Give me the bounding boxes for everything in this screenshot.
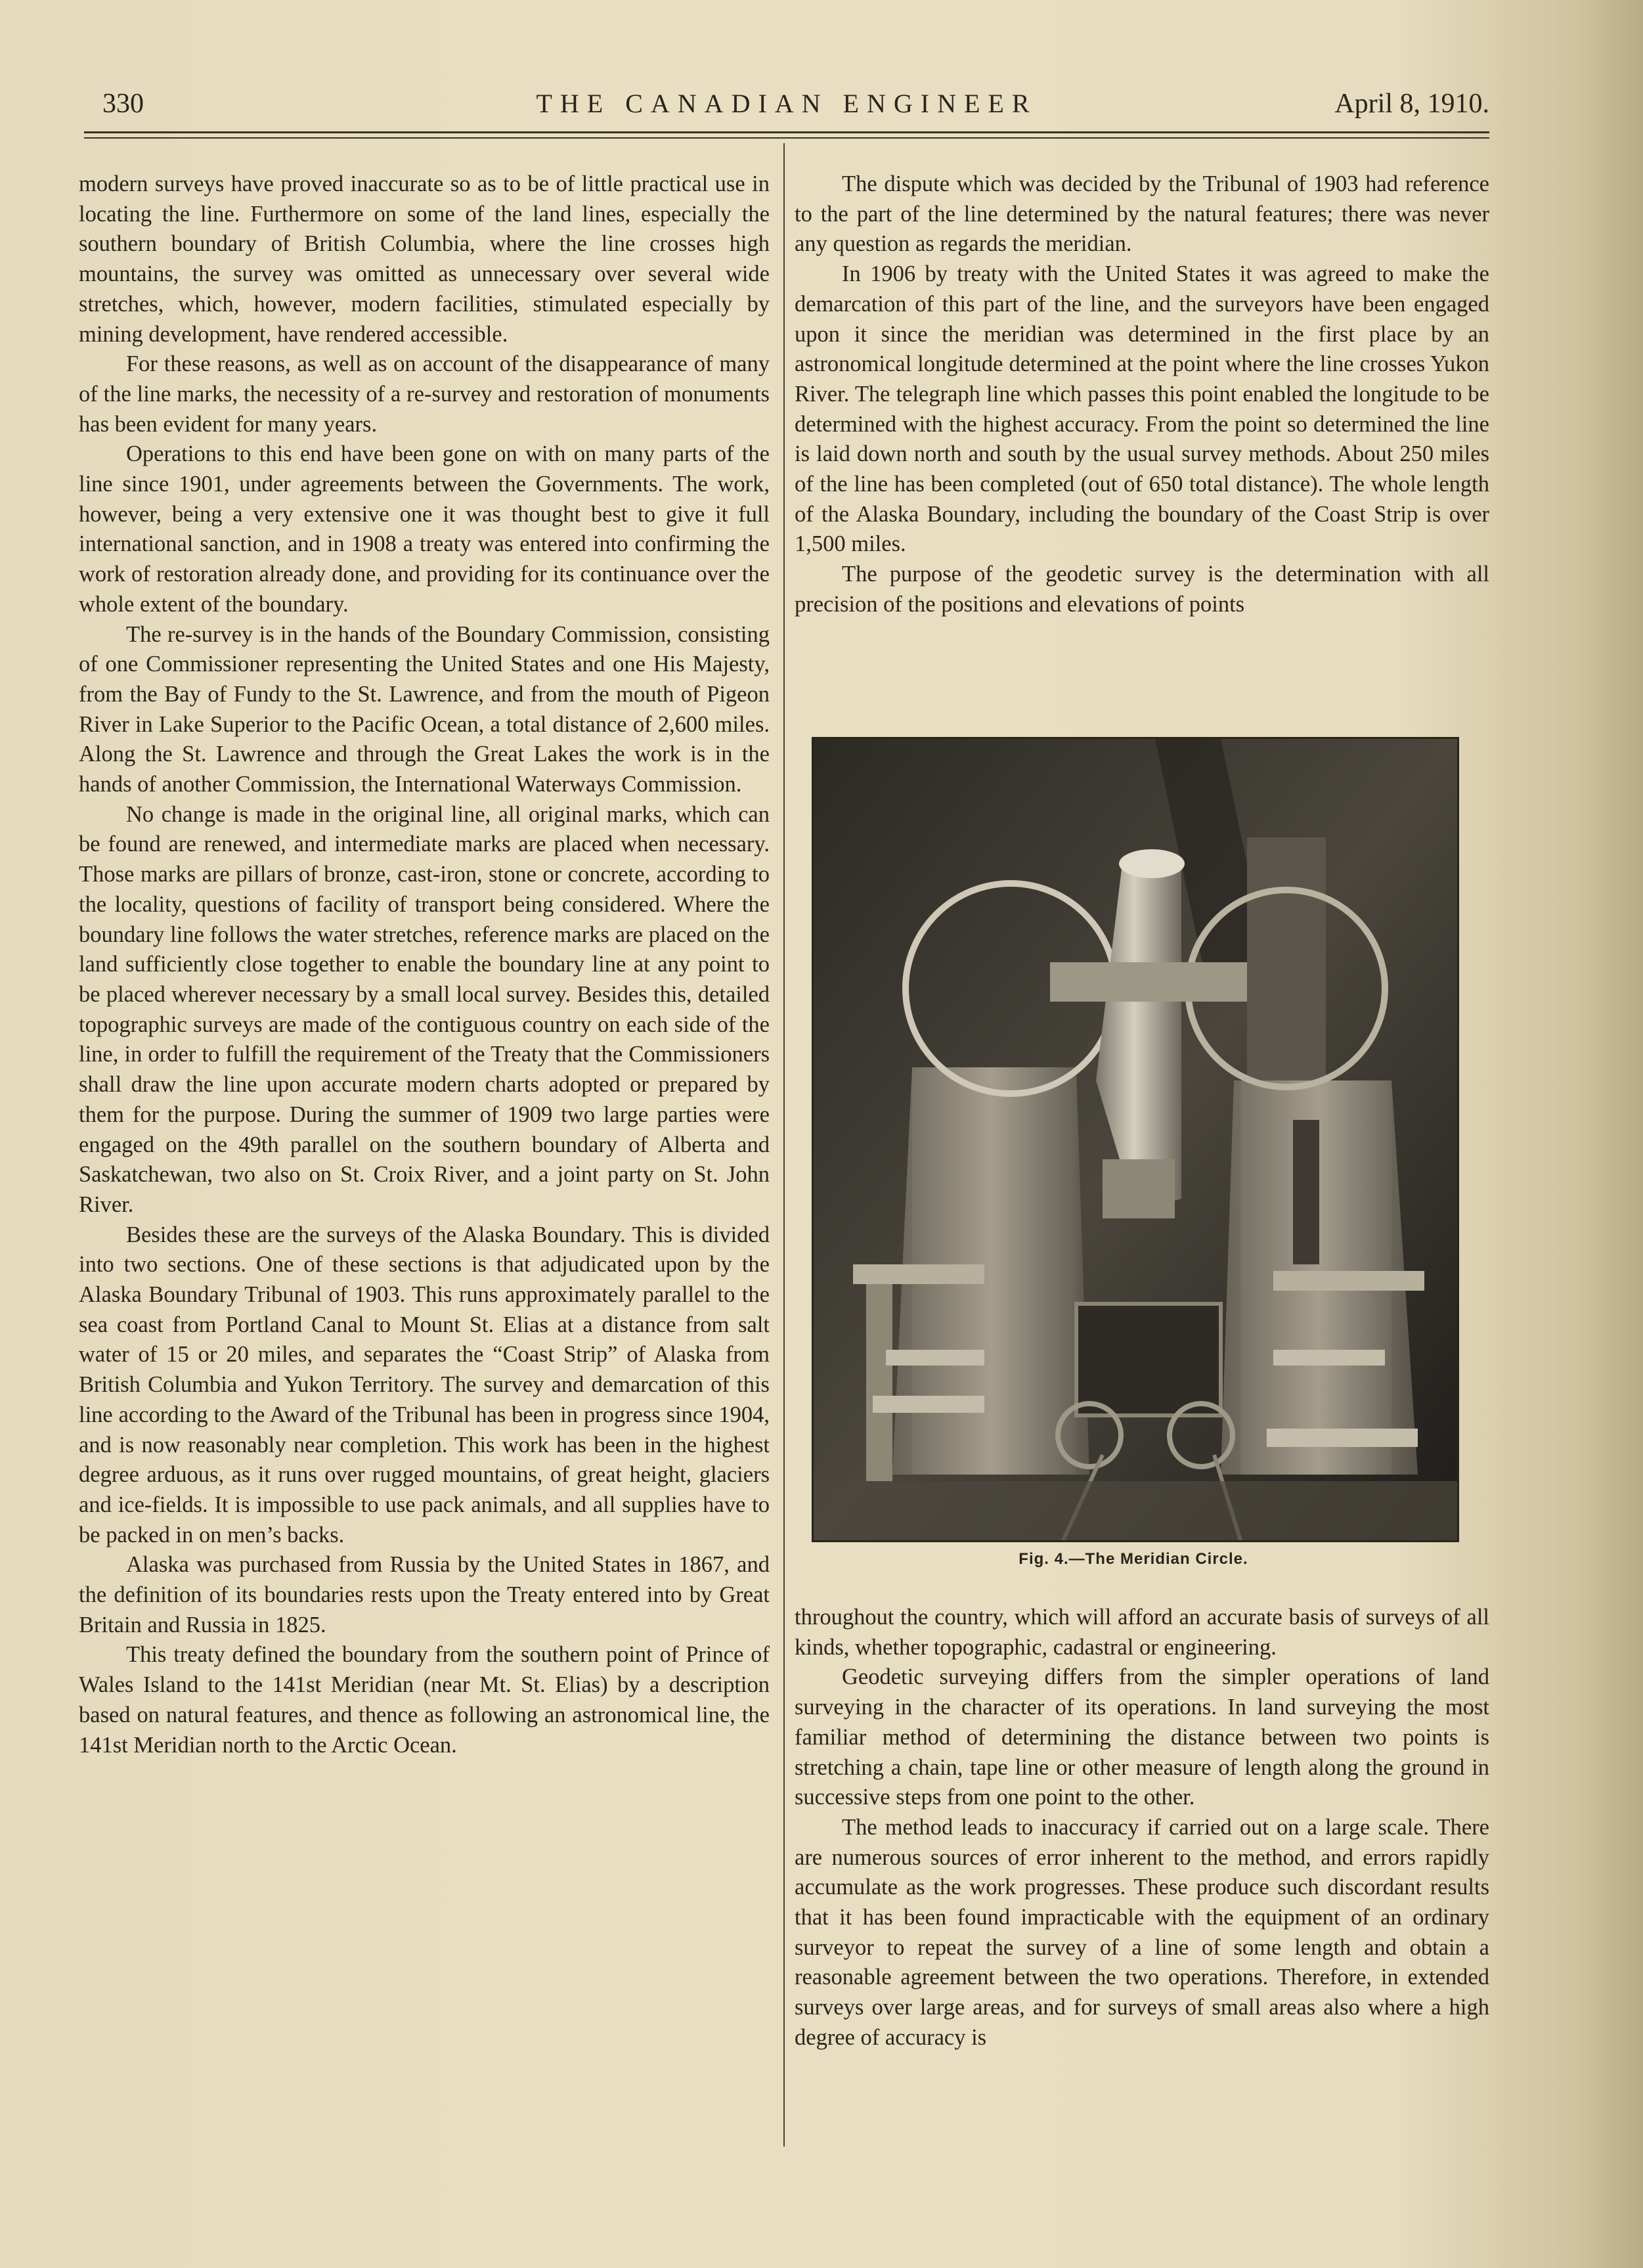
page-number: 330: [102, 89, 144, 119]
paragraph: Geodetic surveying differs from the simpler operations of land surveying in the character of its operations. In land surveying the most familiar method of determining the distance between two points is stretching a chain, tape line or other measure of length along the ground in successive steps from one point to the other.: [795, 1664, 1489, 1810]
header-rule-thin: [84, 137, 1489, 139]
paragraph: modern surveys have proved inaccurate so as to be of little practical use in locating the line. Furthermore on some of the land lines, especially the southern boundary of British Columbia, where the line crosses high mountains, the survey was omitted as unnecessary over several wide stretches, which, however, modern facilities, stimulated especially by mining development, have rendered accessible.: [79, 171, 770, 347]
paragraph: Alaska was purchased from Russia by the United States in 1867, and the definition of its boundaries rests upon the Treaty entered into by Great Britain and Russia in 1825.: [79, 1552, 770, 1637]
paragraph: The re-survey is in the hands of the Boundary Commission, consisting of one Commissioner representing the United States and one His Majesty, from the Bay of Fundy to the St. Lawrence, and from the mouth of Pigeon River in Lake Superior to the Pacific Ocean, a total distance of 2,600 miles. Along the St. Lawrence and through the Great Lakes the work is in the hands of another Commission, the International Waterways Commission.: [79, 621, 770, 797]
paragraph: Operations to this end have been gone on with on many parts of the line since 1901, under agreements between the Governments. The work, however, being a very extensive one it was thought best to give it full international sanction, and in 1908 a treaty was entered into confirming the work of restoration already done, and providing for its continuance over the whole extent of the boundary.: [79, 441, 770, 617]
paragraph: The method leads to inaccuracy if carried out on a large scale. There are numerous sources of error inherent to the method, and errors rapidly accumulate as the work progresses. These produce such discordant results that it has been found impracticable with the equipment of an ordinary surveyor to repeat the survey of a line of some length and obtain a reasonable agreement between the two operations. Therefore, in extended surveys over large areas, and for surveys of small areas also where a high degree of accuracy is: [795, 1814, 1489, 2050]
paragraph: In 1906 by treaty with the United States it was agreed to make the demarcation of this part of the line, and the surveyors have been engaged upon it since the meridian was determined in the first place by an astronomical longitude determined at the point where the line crosses Yukon River. The telegraph line which passes this point enabled the longitude to be determined with the highest accuracy. From the point so determined the line is laid down north and south by the usual survey methods. About 250 miles of the line has been completed (out of 650 total distance). The whole length of the Alaska Boundary, including the boundary of the Coast Strip is over 1,500 miles.: [795, 261, 1489, 557]
paragraph: throughout the country, which will afford an accurate basis of surveys of all kinds, whether topographic, cadastral or engineering.: [795, 1605, 1489, 1660]
paragraph: For these reasons, as well as on account of the disappearance of many of the line marks, the necessity of a re-survey and restoration of monuments has been evident for many years.: [79, 351, 770, 437]
paragraph: This treaty defined the boundary from the southern point of Prince of Wales Island to the 141st Meridian (near Mt. St. Elias) by a description based on natural features, and thence as following an astronomical line, the 141st Meridian north to the Arctic Ocean.: [79, 1642, 770, 1758]
paragraph: Besides these are the surveys of the Alaska Boundary. This is divided into two sections. One of these sections is that adjudicated upon by the Alaska Boundary Tribunal of 1903. This runs approximately parallel to the sea coast from Portland Canal to Mount St. Elias at a distance from salt water of 15 or 20 miles, and separates the “Coast Strip” of Alaska from British Columbia and Yukon Territory. The survey and demarcation of this line according to the Award of the Tribunal has been in progress since 1904, and is now reasonably near completion. This work has been in the highest degree arduous, as it runs over rugged mountains, of great height, glaciers and ice-fields. It is impossible to use pack animals, and all supplies have to be packed in on men’s backs.: [79, 1222, 770, 1547]
left-column: [79, 169, 770, 1760]
header-rule: [84, 131, 1489, 133]
column-divider: [783, 143, 785, 2146]
paragraph: No change is made in the original line, all original marks, which can be found are renewed, and intermediate marks are placed when necessary. Those marks are pillars of bronze, cast-iron, stone or concrete, according to the locality, questions of facility of transport being considered. Where the boundary line follows the water stretches, reference marks are placed on the land sufficiently close together to enable the boundary line at any point to be placed wherever necessary by a small local survey. Besides this, detailed topographic surveys are made of the contiguous country on each side of the line, in order to fulfill the requirement of the Treaty that the Commissioners shall draw the line upon accurate modern charts adopted or prepared by them for the purpose. During the summer of 1909 two large parties were engaged on the 49th parallel on the southern boundary of Alberta and Saskatchewan, two also on St. Croix River, and a joint party on St. John River.: [79, 801, 770, 1217]
right-column-bottom: [795, 1603, 1489, 2053]
issue-date: April 8, 1910.: [1334, 89, 1489, 119]
paragraph: The dispute which was decided by the Tribunal of 1903 had reference to the part of the line determined by the natural features; there was never any question as regards the meridian.: [795, 171, 1489, 257]
journal-title: THE CANADIAN ENGINEER: [536, 89, 1038, 118]
meridian-circle-photo: [812, 737, 1459, 1542]
figure-caption: Fig. 4.—The Meridian Circle.: [1019, 1550, 1248, 1568]
right-column-top: [795, 169, 1489, 620]
page-header: [84, 84, 1489, 123]
paragraph: The purpose of the geodetic survey is the determination with all precision of the positions and elevations of points: [795, 562, 1489, 617]
meridian-circle-illustration: [814, 739, 1457, 1540]
